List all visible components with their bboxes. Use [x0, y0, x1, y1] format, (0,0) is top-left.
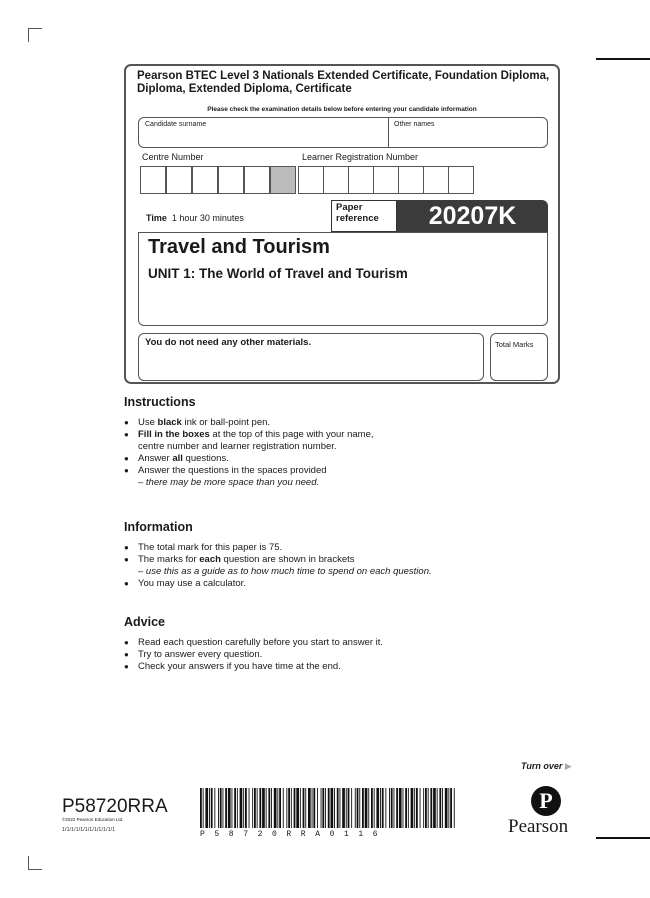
barcode-bar — [374, 788, 375, 828]
information-heading: Information — [124, 520, 193, 534]
total-marks-label: Total Marks — [495, 340, 534, 349]
barcode-bar — [450, 788, 452, 828]
barcode-bar — [313, 788, 315, 828]
barcode-bar — [240, 788, 243, 828]
materials-text: You do not need any other materials. — [145, 337, 312, 348]
barcode-bar — [346, 788, 347, 828]
name-divider — [388, 118, 389, 147]
learner-reg-digit-5[interactable] — [398, 166, 424, 194]
paper-reference-number: 20207K — [397, 200, 548, 232]
barcode-bar — [245, 788, 247, 828]
candidate-surname-label: Candidate surname — [145, 121, 207, 128]
barcode-bar — [322, 788, 324, 828]
barcode-bar — [433, 788, 436, 828]
barcode-bar — [288, 788, 290, 828]
barcode-bar — [376, 788, 379, 828]
instructions-heading: Instructions — [124, 395, 196, 409]
barcode-bar — [234, 788, 236, 828]
time-value: 1 hour 30 minutes — [171, 213, 244, 223]
list-item: ● You may use a calculator. — [124, 578, 544, 590]
list-item-continuation: – there may be more space than you need. — [138, 477, 320, 488]
barcode-bar — [228, 788, 231, 828]
exam-time — [146, 213, 244, 223]
unit-title: UNIT 1: The World of Travel and Tourism — [148, 266, 408, 281]
barcode-bar — [214, 788, 215, 828]
margin-bar-top — [596, 58, 650, 60]
list-item: ● Try to answer every question. — [124, 649, 544, 661]
margin-bar-bottom — [596, 837, 650, 839]
list-item: ● Fill in the boxes at the top of this page with your name, — [124, 429, 544, 441]
barcode-bar — [355, 788, 356, 828]
barcode-bar — [391, 788, 393, 828]
barcode-bar — [262, 788, 265, 828]
slash-code: 1/1/1/1/1/1/1/1/1/1/1/1 — [62, 827, 116, 833]
list-item-continuation: centre number and learner registration number. — [138, 441, 337, 452]
barcode-bar — [308, 788, 311, 828]
learner-reg-digit-1[interactable] — [298, 166, 324, 194]
barcode-bar — [271, 788, 272, 828]
barcode-bar — [305, 788, 306, 828]
barcode-bar — [411, 788, 414, 828]
advice-list — [124, 637, 544, 673]
barcode-bar — [399, 788, 402, 828]
barcode-bar — [300, 788, 301, 828]
barcode-bar — [331, 788, 334, 828]
barcode-bar — [448, 788, 449, 828]
centre-number-digit-3[interactable] — [192, 166, 218, 194]
turn-over-arrow-icon: ▶ — [564, 761, 572, 771]
barcode-bar — [371, 788, 373, 828]
learner-reg-digit-4[interactable] — [373, 166, 399, 194]
barcode-bar — [348, 788, 350, 828]
qualification-title: Pearson BTEC Level 3 Nationals Extended Certificate, Foundation Diploma, Diploma, Extended Diploma, Certificate — [137, 70, 550, 95]
barcode-text: P58720RRA0116 — [200, 830, 388, 839]
subject-title: Travel and Tourism — [148, 236, 330, 258]
barcode-bar — [200, 788, 202, 828]
barcode-bar — [211, 788, 213, 828]
list-item: ● Check your answers if you have time at the end. — [124, 661, 544, 673]
barcode-bar — [220, 788, 222, 828]
crop-mark-top-left-v — [28, 28, 29, 42]
centre-number-digit-6 — [270, 166, 296, 194]
barcode-bar — [225, 788, 227, 828]
paper-code: P58720RRA — [62, 796, 168, 817]
time-label: Time — [146, 213, 167, 223]
learner-reg-digit-7[interactable] — [448, 166, 474, 194]
list-item: ● Answer the questions in the spaces provided — [124, 465, 544, 477]
barcode-bar — [425, 788, 427, 828]
barcode-bar — [291, 788, 292, 828]
information-list — [124, 542, 544, 590]
barcode-bar — [368, 788, 369, 828]
pearson-logo-icon: P — [531, 786, 561, 816]
crop-mark-bottom-left-v — [28, 856, 29, 870]
turn-over: Turn over ▶ — [521, 761, 572, 771]
barcode-bar — [243, 788, 244, 828]
barcode-bar — [405, 788, 407, 828]
barcode-bar — [423, 788, 424, 828]
barcode-bar — [268, 788, 270, 828]
barcode-bar — [403, 788, 404, 828]
barcode — [200, 788, 458, 828]
centre-number-digit-2[interactable] — [166, 166, 192, 194]
barcode-bar — [389, 788, 390, 828]
crop-mark-top-left-h — [28, 28, 42, 29]
barcode-bar — [430, 788, 432, 828]
barcode-bar — [203, 788, 204, 828]
list-item: ● Read each question carefully before you start to answer it. — [124, 637, 544, 649]
advice-heading: Advice — [124, 615, 165, 629]
pearson-brand: Pearson — [508, 816, 569, 837]
barcode-bar — [394, 788, 395, 828]
barcode-bar — [420, 788, 421, 828]
barcode-bar — [279, 788, 281, 828]
barcode-bar — [414, 788, 415, 828]
barcode-bar — [328, 788, 330, 828]
barcode-bar — [259, 788, 261, 828]
barcode-bar — [365, 788, 368, 828]
barcode-bar — [286, 788, 287, 828]
barcode-bar — [218, 788, 219, 828]
barcode-bar — [396, 788, 398, 828]
centre-number-label: Centre Number — [142, 152, 204, 162]
barcode-bar — [312, 788, 313, 828]
barcode-bar — [303, 788, 305, 828]
barcode-bar — [277, 788, 278, 828]
check-details-note: Please check the examination details below before entering your candidate information — [207, 106, 477, 113]
barcode-bar — [209, 788, 210, 828]
barcode-bar — [439, 788, 441, 828]
centre-number-digit-4[interactable] — [218, 166, 244, 194]
learner-reg-digit-2[interactable] — [323, 166, 349, 194]
barcode-bar — [408, 788, 409, 828]
learner-reg-digit-6[interactable] — [423, 166, 449, 194]
barcode-bar — [249, 788, 250, 828]
list-item: ● Use black ink or ball-point pen. — [124, 417, 544, 429]
barcode-bar — [223, 788, 224, 828]
barcode-bar — [385, 788, 386, 828]
other-names-label: Other names — [394, 121, 435, 128]
crop-mark-bottom-left-h — [28, 869, 42, 870]
barcode-bar — [296, 788, 299, 828]
barcode-bar — [416, 788, 418, 828]
barcode-bar — [342, 788, 345, 828]
barcode-bar — [232, 788, 233, 828]
barcode-bar — [325, 788, 326, 828]
learner-registration-label: Learner Registration Number — [302, 152, 419, 162]
barcode-bar — [442, 788, 443, 828]
barcode-bar — [351, 788, 352, 828]
instructions-list — [124, 417, 544, 489]
barcode-bar — [317, 788, 318, 828]
barcode-bar — [274, 788, 277, 828]
paper-reference-label: Paper reference — [331, 200, 397, 232]
copyright: ©2022 Pearson Education Ltd. — [62, 817, 124, 822]
barcode-bar — [359, 788, 360, 828]
list-item: ● The total mark for this paper is 75. — [124, 542, 544, 554]
barcode-bar — [252, 788, 253, 828]
list-item: ● The marks for each question are shown in brackets — [124, 554, 544, 566]
list-item: ● Answer all questions. — [124, 453, 544, 465]
barcode-bar — [334, 788, 335, 828]
barcode-bar — [254, 788, 256, 828]
centre-number-digit-1[interactable] — [140, 166, 166, 194]
barcode-bar — [362, 788, 364, 828]
list-item-continuation: – use this as a guide as to how much time to spend on each question. — [138, 566, 432, 577]
barcode-bar — [257, 788, 258, 828]
barcode-bar — [357, 788, 359, 828]
barcode-bar — [237, 788, 238, 828]
barcode-bar — [266, 788, 267, 828]
barcode-bar — [437, 788, 438, 828]
barcode-bar — [205, 788, 208, 828]
barcode-bar — [321, 788, 322, 828]
barcode-bar — [380, 788, 381, 828]
barcode-bar — [454, 788, 455, 828]
barcode-bar — [337, 788, 339, 828]
barcode-bar — [445, 788, 448, 828]
barcode-bar — [428, 788, 429, 828]
barcode-bar — [294, 788, 296, 828]
barcode-bar — [382, 788, 384, 828]
learner-reg-digit-3[interactable] — [348, 166, 374, 194]
barcode-bar — [340, 788, 341, 828]
barcode-bar — [283, 788, 284, 828]
centre-number-digit-5[interactable] — [244, 166, 270, 194]
